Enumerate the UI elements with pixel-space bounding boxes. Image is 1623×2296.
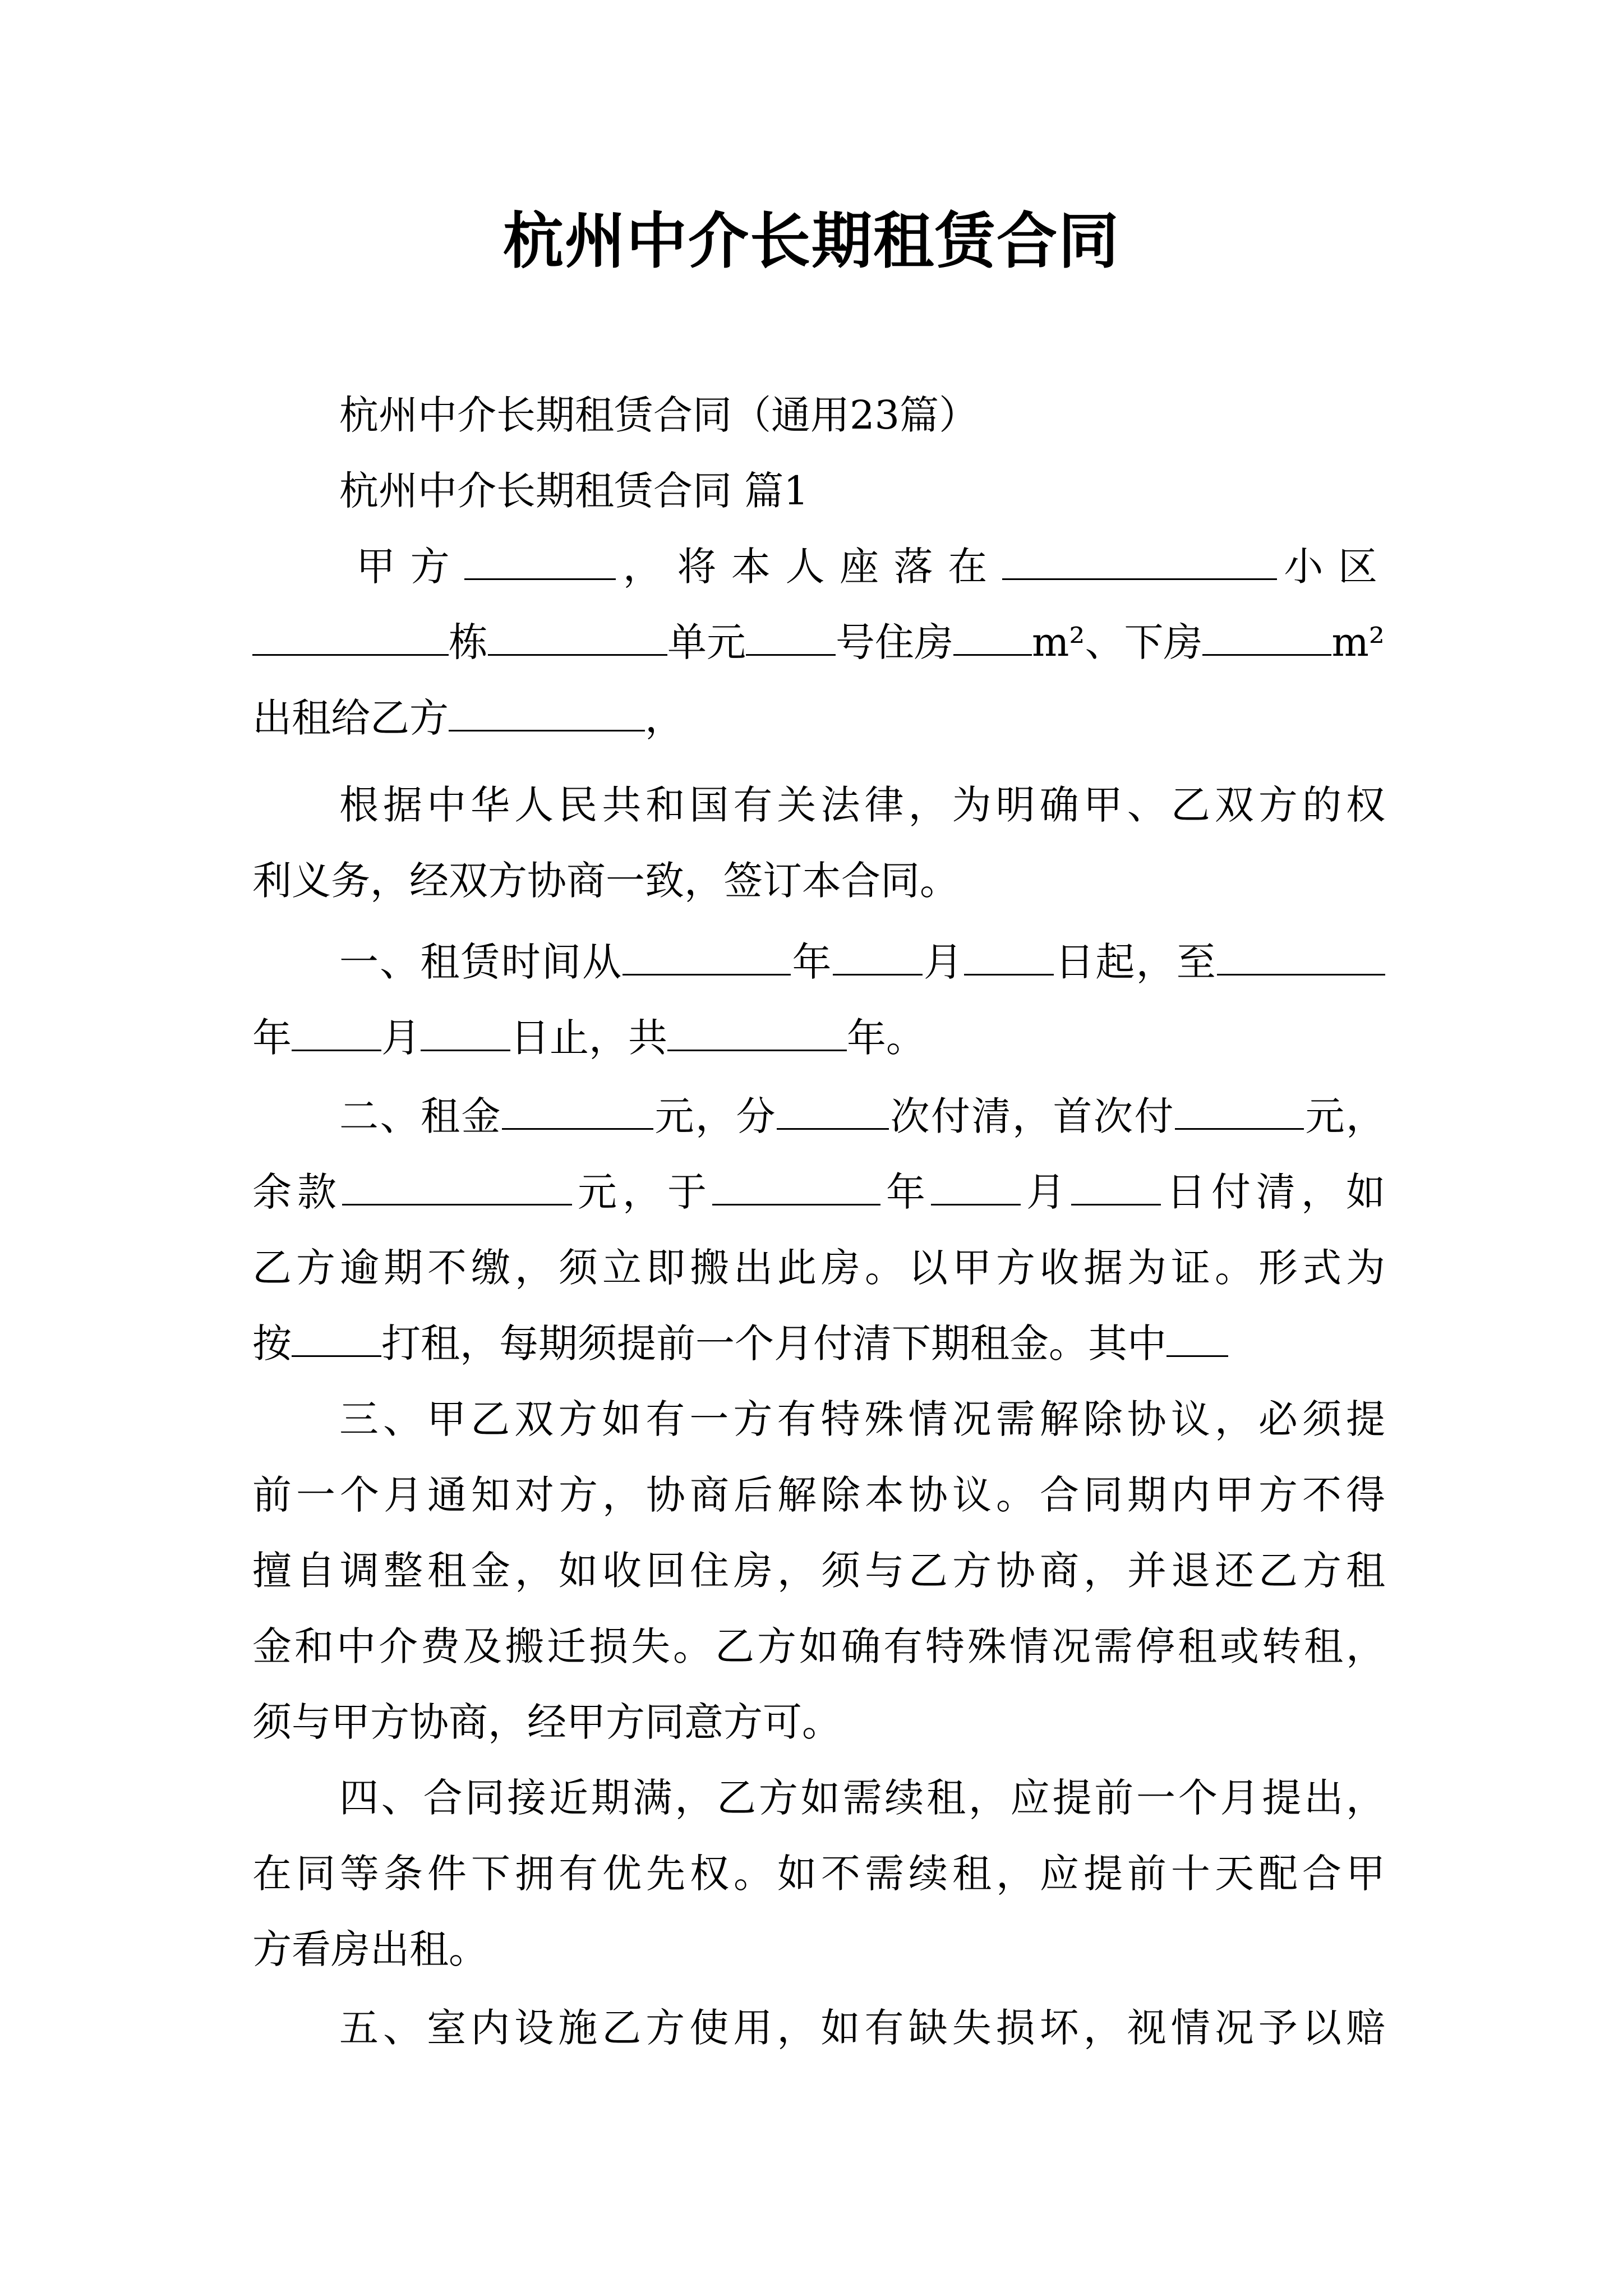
blank-field: [833, 930, 923, 976]
blank-field: [502, 1084, 653, 1130]
text-fragment: 月: [922, 939, 965, 985]
paragraph-line: 前一个月通知对方，协商后解除本协议。合同期内甲方不得: [252, 1472, 1385, 1518]
blank-field: [931, 1160, 1021, 1205]
paragraph-line: [252, 679, 1385, 757]
text-fragment: 元，: [1304, 1093, 1385, 1139]
text-fragment: 元，于: [572, 1169, 712, 1215]
paragraph-line: [252, 1304, 1385, 1383]
paragraph-line: [252, 999, 1385, 1077]
blank-field: [667, 1006, 847, 1051]
paragraph-line: 四、合同接近期满，乙方如需续租，应提前一个月提出，: [339, 1775, 1385, 1821]
blank-field: [292, 1006, 381, 1051]
blank-field: [1217, 930, 1385, 976]
text-fragment: 月: [1021, 1169, 1071, 1215]
paragraph-line: [252, 1153, 1385, 1231]
text-fragment: ，: [645, 695, 684, 741]
text-fragment: 出租给乙方: [252, 695, 449, 741]
blank-field: [421, 1006, 510, 1051]
blank-field: [1002, 535, 1277, 580]
text-fragment: 余款: [252, 1169, 342, 1215]
text-fragment: 单元: [667, 619, 746, 665]
blank-field: [712, 1160, 880, 1205]
paragraph-line: [252, 527, 1385, 606]
text-fragment: 一、租赁时间从: [339, 939, 623, 985]
blank-field: [1071, 1160, 1161, 1205]
blank-field: [1166, 1312, 1228, 1357]
paragraph-line: 须与甲方协商，经甲方同意方可。: [252, 1699, 841, 1745]
blank-field: [252, 610, 449, 656]
text-fragment: 元，分: [653, 1093, 777, 1139]
text-fragment: 年: [252, 1015, 292, 1061]
blank-field: [777, 1084, 889, 1130]
blank-field: [964, 930, 1054, 976]
text-fragment: 按: [252, 1320, 292, 1366]
text-fragment: 号住房: [836, 619, 953, 665]
text-fragment: 日付清，如: [1161, 1169, 1385, 1215]
text-fragment: 次付清，首次付: [889, 1093, 1175, 1139]
text-fragment: 甲方: [356, 544, 465, 590]
section-heading: 杭州中介长期租赁合同 篇1: [339, 468, 809, 514]
paragraph-line: 在同等条件下拥有优先权。如不需续租，应提前十天配合甲: [252, 1851, 1385, 1897]
paragraph-line: [252, 923, 1385, 1001]
text-fragment: m²: [1331, 619, 1385, 665]
subtitle: 杭州中介长期租赁合同（通用23篇）: [339, 392, 979, 438]
paragraph-line: 利义务，经双方协商一致，签订本合同。: [252, 858, 959, 904]
blank-field: [464, 535, 616, 580]
text-fragment: 日起，至: [1054, 939, 1217, 985]
text-fragment: 年: [880, 1169, 931, 1215]
paragraph-line: 三、甲乙双方如有一方有特殊情况需解除协议，必须提: [339, 1396, 1385, 1442]
paragraph-line: 乙方逾期不缴，须立即搬出此房。以甲方收据为证。形式为: [252, 1245, 1385, 1291]
blank-field: [1175, 1084, 1304, 1130]
text-fragment: ，将本人座落在: [616, 544, 1002, 590]
document-title: 杭州中介长期租赁合同: [502, 206, 1120, 277]
text-fragment: 小区: [1276, 544, 1385, 590]
paragraph-line: [252, 603, 1385, 682]
text-fragment: m²、下房: [1032, 619, 1203, 665]
blank-field: [623, 930, 791, 976]
text-fragment: 日止，共: [510, 1015, 667, 1061]
blank-field: [746, 610, 836, 656]
paragraph-line: 根据中华人民共和国有关法律，为明确甲、乙双方的权: [339, 782, 1385, 828]
paragraph-line: 擅自调整租金，如收回住房，须与乙方协商，并退还乙方租: [252, 1548, 1385, 1594]
blank-field: [292, 1312, 381, 1357]
text-fragment: 年: [791, 939, 833, 985]
blank-field: [953, 610, 1032, 656]
paragraph-line: 五、室内设施乙方使用，如有缺失损坏，视情况予以赔: [339, 2005, 1385, 2051]
paragraph-line: 金和中介费及搬迁损失。乙方如确有特殊情况需停租或转租，: [252, 1623, 1385, 1669]
blank-field: [488, 610, 667, 656]
blank-field: [342, 1160, 572, 1205]
blank-field: [1202, 610, 1331, 656]
text-fragment: 月: [381, 1015, 421, 1061]
paragraph-line: [252, 1077, 1385, 1156]
text-fragment: 栋: [449, 619, 488, 665]
text-fragment: 打租，每期须提前一个月付清下期租金。其中: [381, 1320, 1166, 1366]
paragraph-line: 方看房出租。: [252, 1926, 488, 1972]
text-fragment: 年。: [847, 1015, 925, 1061]
blank-field: [449, 686, 645, 731]
text-fragment: 二、租金: [339, 1093, 502, 1139]
